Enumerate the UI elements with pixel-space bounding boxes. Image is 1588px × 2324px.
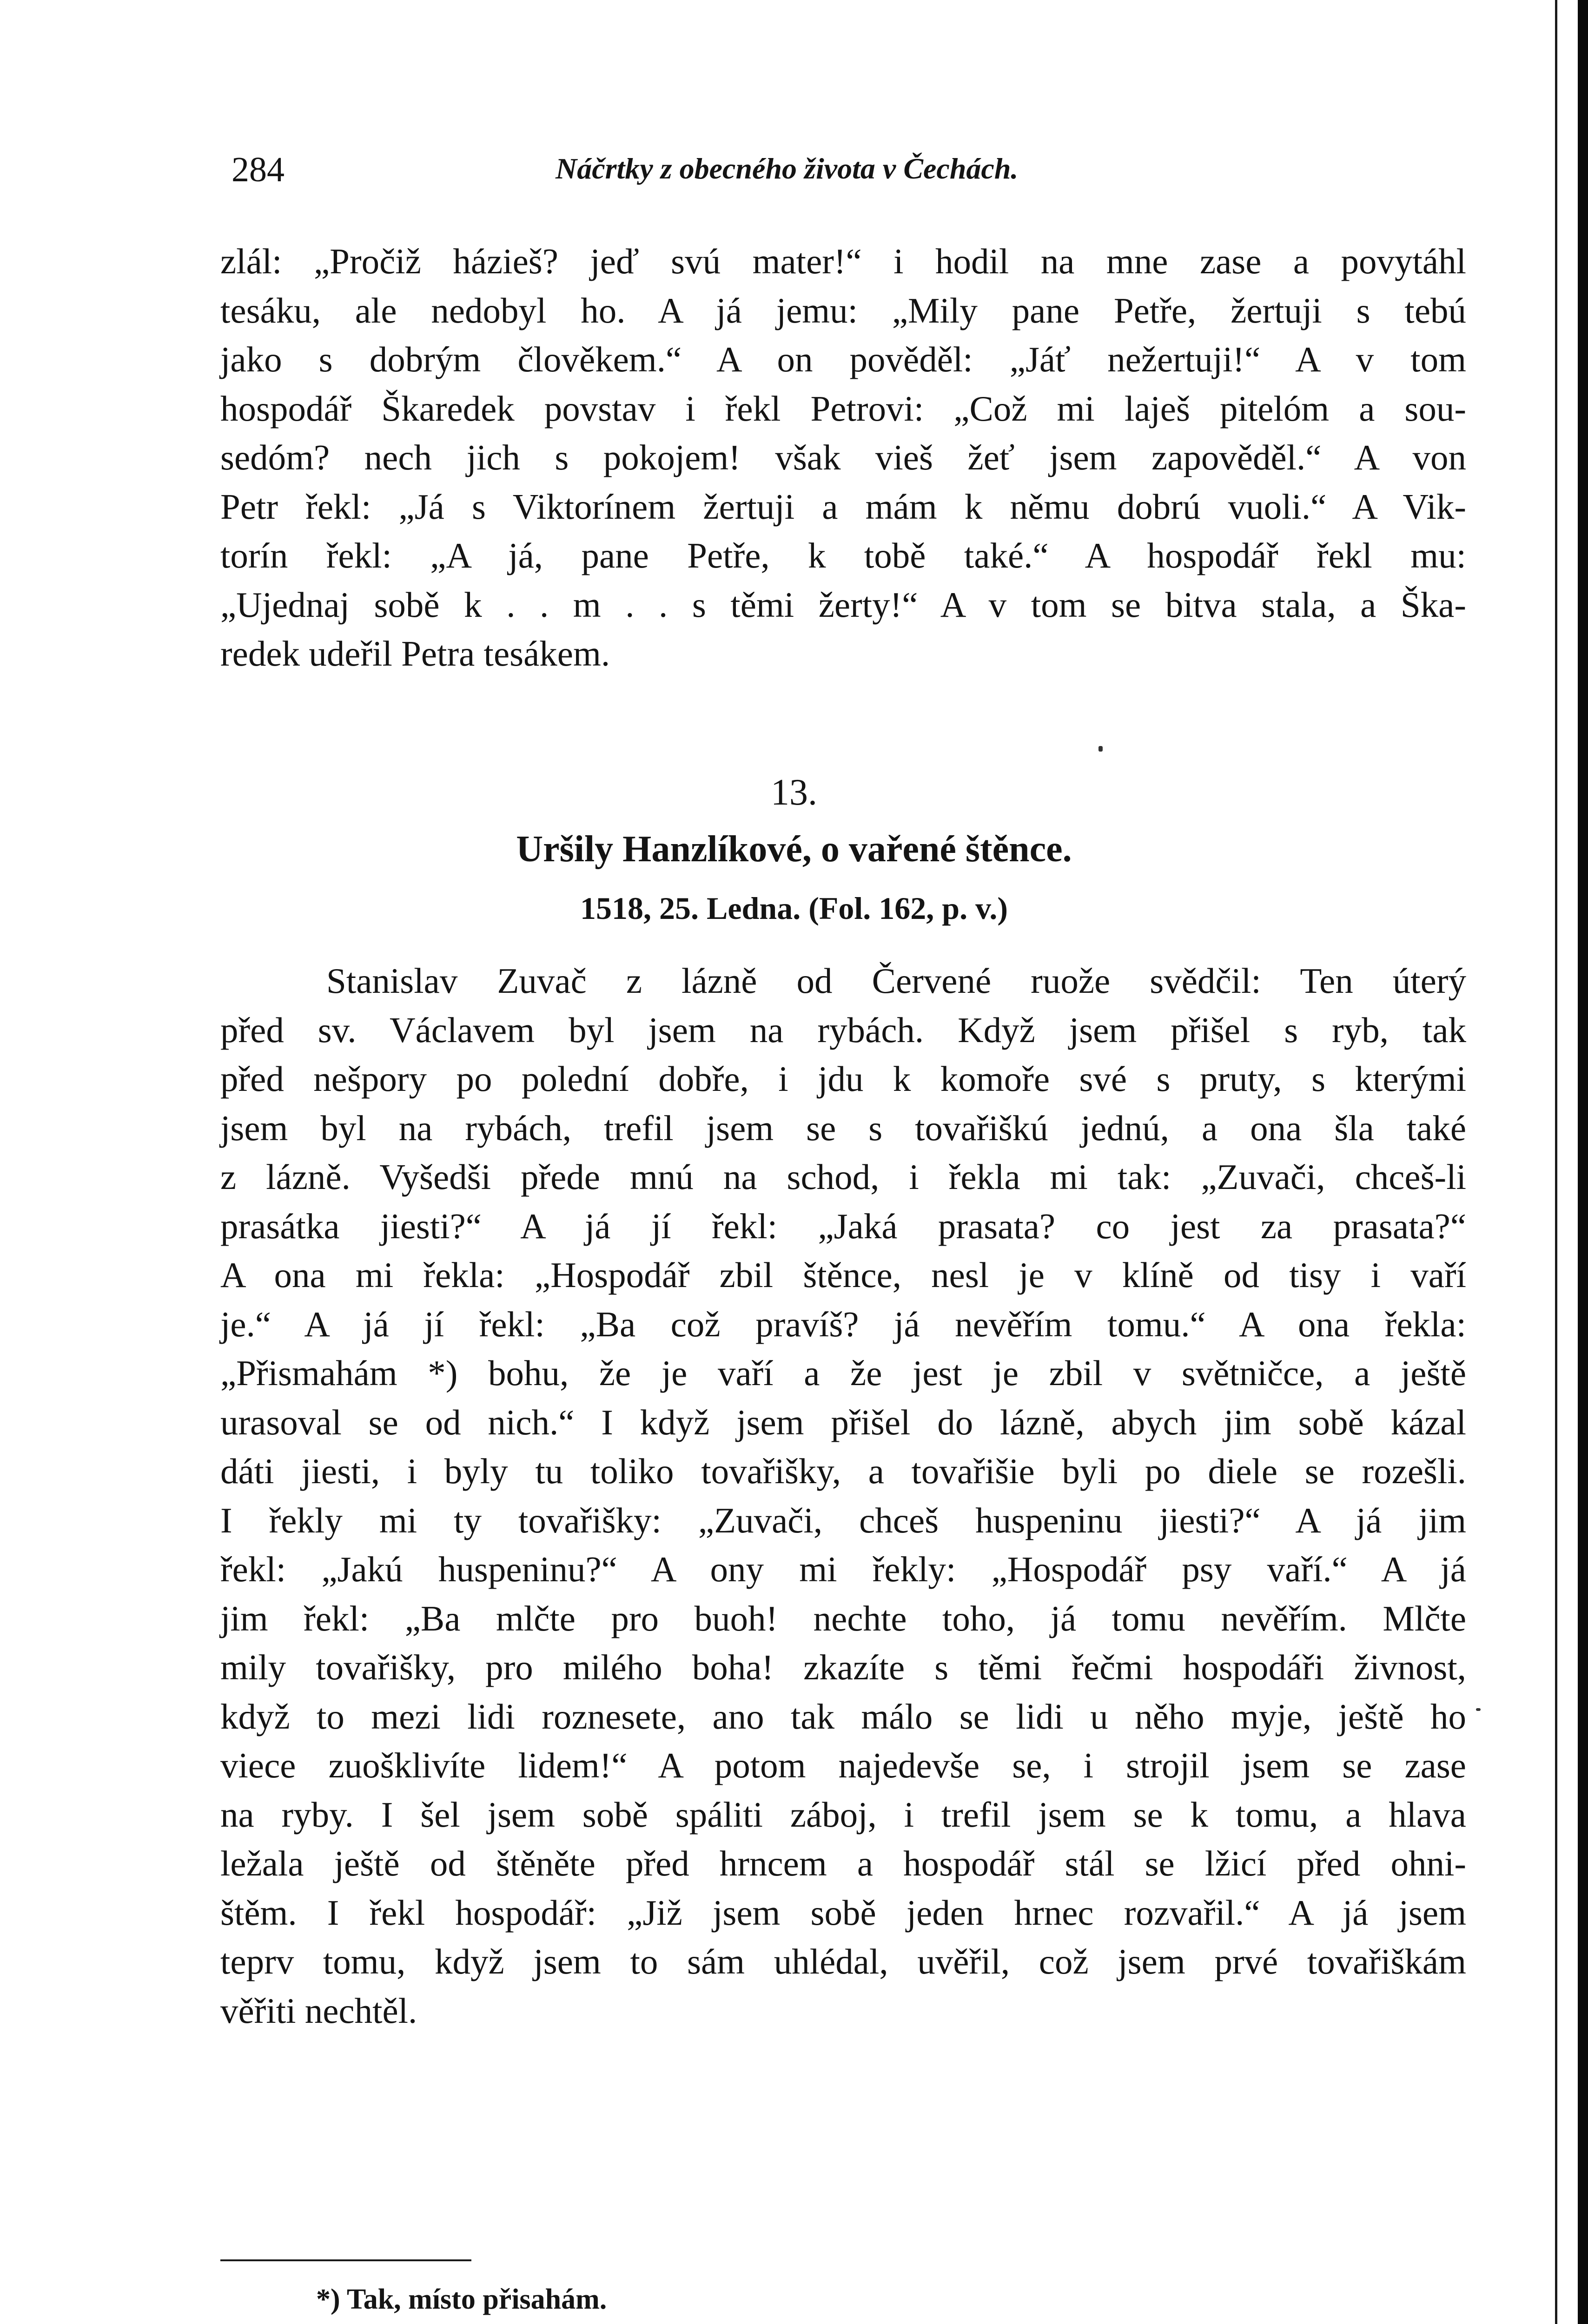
- text-line: torín řekl: „A já, pane Petře, k tobě také.“ A hospodář řekl mu:: [220, 535, 1466, 575]
- text-line: Stanislav Zuvač z lázně od Červené ruože svědčil: Ten úterý: [326, 961, 1466, 1001]
- text-line: když to mezi lidi roznesete, ano tak málo se lidi u něho myje, ještě ho: [220, 1696, 1466, 1736]
- scan-edge-border: [1578, 0, 1588, 2324]
- section-title: Uršily Hanzlíkové, o vařené štěnce.: [516, 829, 1072, 870]
- ink-speck: [1098, 746, 1103, 752]
- section-date: 1518, 25. Ledna. (Fol. 162, p. v.): [580, 891, 1008, 926]
- scan-edge-line: [1555, 0, 1557, 2324]
- text-line: „Ujednaj sobě k . . m . . s těmi žerty!“ A v tom se bitva stala, a Ška-: [220, 584, 1466, 625]
- footnote-rule: [220, 2259, 471, 2261]
- footnote: *) Tak, místo přisahám.: [316, 2284, 607, 2315]
- text-line: ležala ještě od štěněte před hrncem a hospodář stál se lžicí před ohni-: [220, 1843, 1466, 1883]
- text-line: na ryby. I šel jsem sobě spáliti záboj, i trefil jsem se k tomu, a hlava: [220, 1794, 1466, 1835]
- text-line: jako s dobrým člověkem.“ A on pověděl: „Jáť nežertuji!“ A v tom: [220, 339, 1466, 379]
- text-line: tesáku, ale nedobyl ho. A já jemu: „Mily pane Petře, žertuji s tebú: [220, 290, 1466, 330]
- text-line: věřiti nechtěl.: [220, 1990, 417, 2031]
- ink-speck: [1476, 1708, 1481, 1711]
- body-paragraph: [220, 957, 1466, 2035]
- text-line: sedóm? nech jich s pokojem! však vieš žeť jsem zapověděl.“ A von: [220, 437, 1466, 477]
- text-line: urasoval se od nich.“ I když jsem přišel do lázně, abych jim sobě kázal: [220, 1402, 1466, 1442]
- section-number: 13.: [771, 772, 817, 813]
- text-line: zlál: „Pročiž háziеš? jeď svú mater!“ i hodil na mne zase a povytáhl: [220, 241, 1466, 281]
- text-line: z lázně. Vyšedši přede mnú na schod, i řekla mi tak: „Zuvači, chceš-li: [220, 1157, 1466, 1197]
- text-line: hospodář Škaredek povstav i řekl Petrovi: „Což mi laješ pitelóm a sou-: [220, 388, 1466, 429]
- text-line: je.“ A já jí řekl: „Ba což pravíš? já nevěřím tomu.“ A ona řekla:: [220, 1304, 1466, 1344]
- text-line: jim řekl: „Ba mlčte pro buoh! nechte toho, já tomu nevěřím. Mlčte: [220, 1598, 1466, 1638]
- text-line: řekl: „Jakú huspeninu?“ A ony mi řekly: „Hospodář psy vaří.“ A já: [220, 1549, 1466, 1589]
- text-line: prasátka jiesti?“ A já jí řekl: „Jaká prasata? co jest za prasata?“: [220, 1206, 1466, 1246]
- text-line: „Přismahám *) bohu, že je vaří a že jest je zbil v světničce, a ještě: [220, 1353, 1466, 1393]
- text-line: I řekly mi ty tovařišky: „Zuvači, chceš huspeninu jiesti?“ A já jim: [220, 1500, 1466, 1540]
- text-line: štěm. I řekl hospodář: „Již jsem sobě jeden hrnec rozvařil.“ A já jsem: [220, 1892, 1466, 1933]
- text-line: Petr řekl: „Já s Viktorínem žertuji a mám k němu dobrú vuoli.“ A Vik-: [220, 486, 1466, 527]
- text-line: dáti jiesti, i byly tu toliko tovařišky, a tovařišie byli po diele se rozešli.: [220, 1451, 1466, 1491]
- text-line: redek udeřil Petra tesákem.: [220, 634, 610, 673]
- text-line: viece zuošklivíte lidem!“ A potom najedevše se, i strojil jsem se zase: [220, 1745, 1466, 1785]
- text-line: před nešpory po polední dobře, i jdu k komoře své s pruty, s kterými: [220, 1059, 1466, 1099]
- text-line: A ona mi řekla: „Hospodář zbil štěnce, nesl je v klíně od tisy i vaří: [220, 1255, 1466, 1295]
- page-number: 284: [232, 150, 285, 189]
- top-paragraph: [220, 237, 1466, 679]
- text-line: teprv tomu, když jsem to sám uhlédal, uvěřil, což jsem prvé tovařiškám: [220, 1941, 1466, 1981]
- running-head: Náčrtky z obecného života v Čechách.: [556, 152, 1019, 185]
- text-line: mily tovařišky, pro milého boha! zkazíte s těmi řečmi hospodáři živnost,: [220, 1647, 1466, 1687]
- text-line: před sv. Václavem byl jsem na rybách. Když jsem přišel s ryb, tak: [220, 1010, 1466, 1050]
- text-line: jsem byl na rybách, trefil jsem se s tovařiškú jednú, a ona šla také: [220, 1108, 1466, 1148]
